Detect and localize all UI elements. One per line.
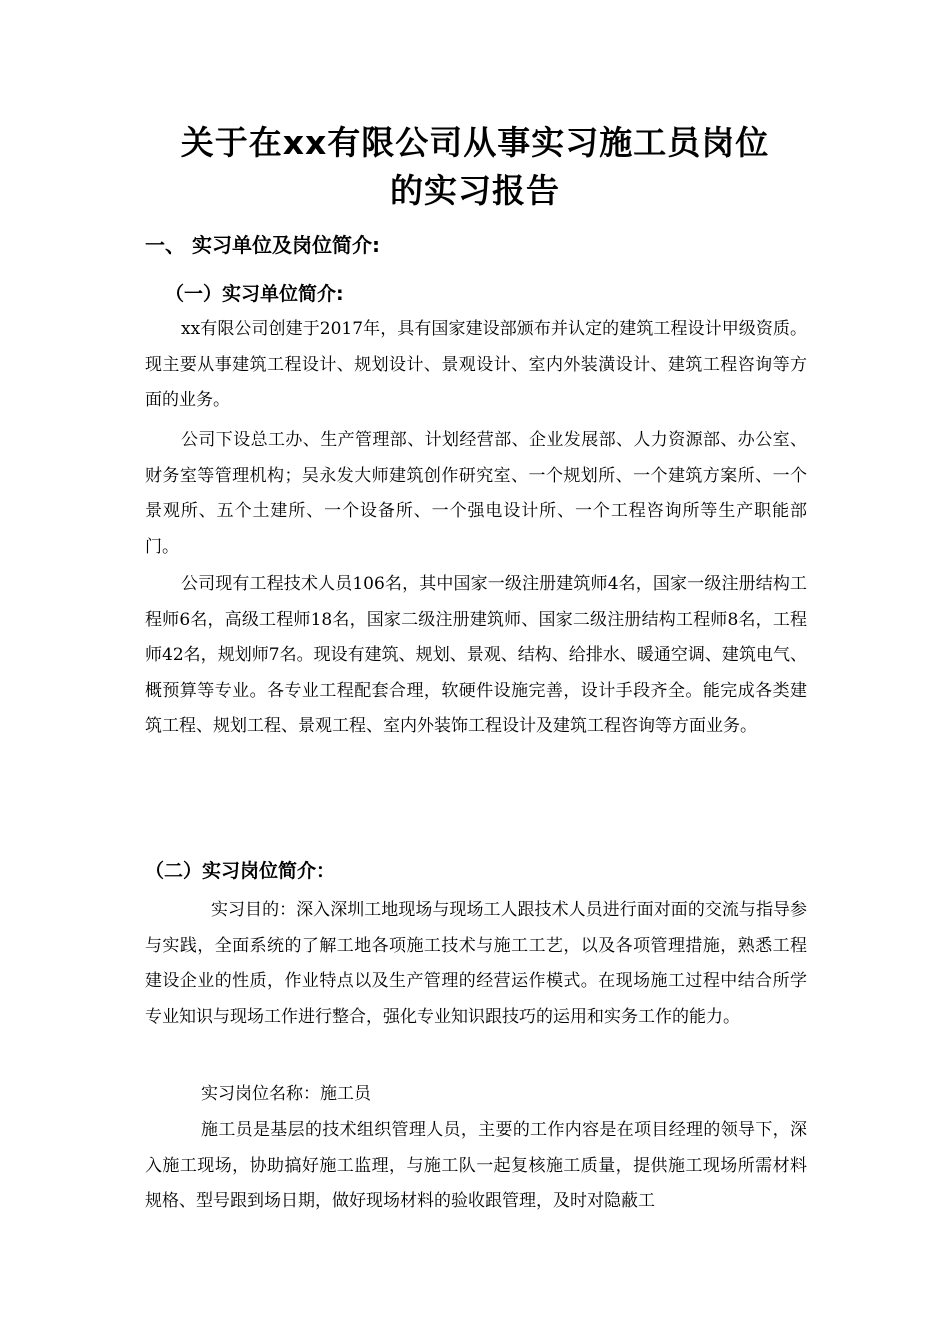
paragraph-position-duties: 施工员是基层的技术组织管理人员，主要的工作内容是在项目经理的领导下，深入施工现场，协助搞好施工监理，与施工队一起复核施工质量，提供施工现场所需材料规格、型号跟到场日期，做好现场材料的验收跟管理，及时对隐蔽工 — [145, 1120, 807, 1211]
document-title-line-2: 的实习报告 — [390, 171, 560, 210]
paragraph-company-structure: 公司下设总工办、生产管理部、计划经营部、企业发展部、人力资源部、办公室、财务室等管理机构；吴永发大师建筑创作研究室、一个规划所、一个建筑方案所、一个景观所、五个土建所、一个设备所、一个强电设计所、一个工程咨询所等生产职能部门。 — [145, 430, 807, 557]
paragraph-internship-purpose: 实习目的：深入深圳工地现场与现场工人跟技术人员进行面对面的交流与指导参与实践，全面系统的了解工地各项施工技术与施工工艺，以及各项管理措施，熟悉工程建设企业的性质，作业特点以及生产管理的经营运作模式。在现场施工过程中结合所学专业知识与现场工作进行整合，强化专业知识跟技巧的运用和实务工作的能力。 — [145, 900, 807, 1027]
subsection-heading-company: （一）实习单位简介: — [165, 283, 344, 305]
paragraph-company-intro: xx有限公司创建于2017年，具有国家建设部颁布并认定的建筑工程设计甲级资质。现主要从事建筑工程设计、规划设计、景观设计、室内外装潢设计、建筑工程咨询等方面的业务。 — [145, 319, 807, 410]
section-heading-1: 一、 实习单位及岗位简介: — [145, 233, 380, 257]
subsection-heading-position: （二）实习岗位简介： — [145, 860, 336, 882]
document-title-line-1: 关于在xx有限公司从事实习施工员岗位 — [180, 123, 770, 162]
paragraph-company-staff: 公司现有工程技术人员106名，其中国家一级注册建筑师4名，国家一级注册结构工程师6名，高级工程师18名，国家二级注册建筑师、国家二级注册结构工程师8名，工程师42名，规划师7名。现设有建筑、规划、景观、结构、给排水、暖通空调、建筑电气、概预算等专业。各专业工程配套合理，软硬件设施完善，设计手段齐全。能完成各类建筑工程、规划工程、景观工程、室内外装饰工程设计及建筑工程咨询等方面业务。 — [145, 574, 807, 736]
paragraph-position-name: 实习岗位名称：施工员 — [201, 1084, 371, 1104]
